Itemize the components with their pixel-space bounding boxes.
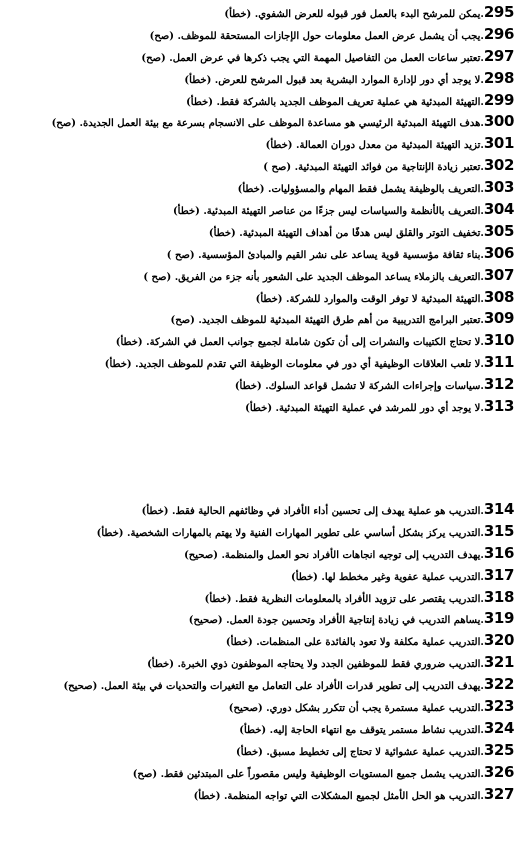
item-statement: .التعريف بالزملاء يساعد الموظف الجديد على الشعور بأنه جزء من الفريق. (صح ): [143, 271, 484, 283]
item-number: 309: [483, 309, 514, 328]
list-item: [0, 352, 514, 374]
item-number: 295: [483, 3, 514, 21]
item-number: 304: [483, 200, 514, 219]
list-item: [0, 243, 514, 265]
item-statement: .لا يوجد أي دور لإدارة الموارد البشرية بعد قبول المرشح للعرض. (خطأ): [184, 74, 484, 86]
item-statement: .التدريب عملية عشوائية لا تحتاج إلى تخطيط مسبق. (خطأ): [236, 746, 484, 758]
list-item: [0, 674, 514, 696]
item-statement: .يمكن للمرشح البدء بالعمل فور قبوله للعرض الشفوي. (خطأ): [224, 9, 484, 20]
list-item: [0, 521, 514, 543]
item-statement: .لا تحتاج الكتيبات والنشرات إلى أن تكون شاملة لجميع جوانب العمل في الشركة. (خطأ): [115, 337, 484, 349]
list-item: [0, 762, 514, 784]
item-number: 307: [483, 265, 514, 284]
list-item: [0, 587, 514, 609]
item-number: 308: [483, 287, 514, 306]
item-number: 325: [483, 740, 514, 759]
statements-list-section-2: [0, 499, 514, 805]
list-item: [0, 111, 514, 133]
item-statement: .التدريب عملية مستمرة يجب أن تتكرر بشكل دوري. (صحيح): [228, 703, 484, 715]
list-item: [0, 221, 514, 243]
list-item: [0, 630, 514, 652]
item-statement: .التدريب ضروري فقط للموظفين الجدد ولا يحتاجه الموظفون ذوي الخبرة. (خطأ): [147, 659, 484, 671]
item-statement: .التدريب هو الحل الأمثل لجميع المشكلات التي تواجه المنظمة. (خطأ): [193, 790, 484, 802]
item-statement: .التدريب هو عملية يهدف إلى تحسين أداء الأفراد في وظائفهم الحالية فقط. (خطأ): [141, 506, 484, 517]
item-statement: .لا تلعب العلاقات الوظيفية أي دور في معلومات الوظيفة التي تقدم للموظف الجديد. (خطأ): [104, 359, 484, 371]
list-item: [0, 652, 514, 674]
list-item: [0, 608, 514, 630]
list-item: [0, 287, 514, 309]
item-statement: .التدريب عملية عفوية وغير مخطط لها. (خطأ): [291, 571, 484, 583]
list-item: [0, 199, 514, 221]
item-number: 317: [483, 565, 514, 584]
item-number: 324: [483, 718, 514, 737]
item-statement: .تعتبر زيادة الإنتاجية من فوائد التهيئة المبدئية. (صح ): [263, 162, 484, 174]
list-item: [0, 740, 514, 762]
item-number: 318: [483, 587, 514, 606]
list-item: [0, 2, 514, 24]
item-number: 326: [483, 762, 514, 781]
item-statement: .التهيئة المبدئية لا توفر الوقت والموارد للشركة. (خطأ): [255, 293, 484, 305]
item-statement: .التدريب نشاط مستمر يتوقف مع انتهاء الحاجة إليه. (خطأ): [239, 724, 484, 736]
item-statement: .التدريب عملية مكلفة ولا تعود بالفائدة على المنظمات. (خطأ): [225, 637, 484, 649]
item-number: 306: [483, 243, 514, 262]
item-number: 319: [483, 609, 514, 628]
item-statement: .التدريب يركز بشكل أساسي على تطوير المهارات الفنية ولا يهتم بالمهارات الشخصية. (خطأ): [96, 527, 484, 539]
list-item: [0, 133, 514, 155]
list-item: [0, 330, 514, 352]
item-statement: .بناء ثقافة مؤسسية قوية يساعد على نشر القيم والمبادئ المؤسسية. (صح ): [166, 249, 484, 261]
list-item: [0, 396, 514, 418]
item-number: 311: [483, 353, 514, 372]
item-statement: .تزيد التهيئة المبدئية من معدل دوران العمالة. (خطأ): [265, 140, 484, 152]
item-number: 299: [483, 90, 514, 109]
list-item: [0, 68, 514, 90]
item-number: 314: [483, 500, 514, 518]
item-statement: .التعريف بالوظيفة يشمل فقط المهام والمسؤوليات. (خطأ): [237, 184, 484, 196]
item-number: 301: [483, 134, 514, 153]
item-number: 313: [483, 397, 514, 416]
list-item: [0, 177, 514, 199]
item-number: 322: [483, 675, 514, 694]
item-statement: .يهدف التدريب إلى توجيه انجاهات الأفراد نحو العمل والمنظمة. (صحيح): [184, 549, 484, 561]
item-statement: .يهدف التدريب إلى تطوير قدرات الأفراد على التعامل مع التغيرات والتحديات في بيئة العمل. (صحيح): [63, 681, 484, 693]
item-statement: .التعريف بالأنظمة والسياسات ليس جزءًا من عناصر التهيئة المبدئية. (خطأ): [172, 206, 484, 218]
item-number: 315: [483, 521, 514, 540]
item-number: 327: [483, 784, 514, 803]
item-number: 321: [483, 653, 514, 672]
item-statement: .يساهم التدريب في زيادة إنتاجية الأفراد وتحسين جودة العمل. (صحيح): [188, 615, 484, 627]
item-statement: .سياسات وإجراءات الشركة لا تشمل قواعد السلوك. (خطأ): [234, 381, 484, 393]
list-item: [0, 565, 514, 587]
list-item: [0, 265, 514, 287]
item-number: 300: [483, 112, 514, 131]
item-statement: .تعتبر ساعات العمل من التفاصيل المهمة التي يجب ذكرها في عرض العمل. (صح): [141, 52, 484, 64]
statements-list-section-1: [0, 2, 514, 418]
list-item: [0, 90, 514, 112]
list-item: [0, 374, 514, 396]
item-number: 296: [483, 24, 514, 43]
item-statement: .يجب أن يشمل عرض العمل معلومات حول الإجازات المستحقة للموظف. (صح): [149, 30, 484, 42]
item-number: 323: [483, 697, 514, 716]
list-item: [0, 784, 514, 806]
list-item: [0, 24, 514, 46]
item-statement: .لا يوجد أي دور للمرشد في عملية التهيئة المبدئية. (خطأ): [245, 403, 484, 415]
item-number: 305: [483, 221, 514, 240]
item-number: 302: [483, 156, 514, 175]
item-number: 297: [483, 46, 514, 65]
list-item: [0, 46, 514, 68]
item-statement: .التدريب يشمل جميع المستويات الوظيفية وليس مقصوراً على المبتدئين فقط. (صح): [132, 768, 484, 780]
list-item: [0, 696, 514, 718]
list-item: [0, 308, 514, 330]
item-number: 310: [483, 331, 514, 350]
item-number: 303: [483, 178, 514, 197]
item-statement: .التدريب يقتصر على تزويد الأفراد بالمعلومات النظرية فقط. (خطأ): [204, 593, 484, 605]
item-number: 312: [483, 375, 514, 394]
item-number: 316: [483, 543, 514, 562]
item-statement: .هدف التهيئة المبدئية الرئيسي هو مساعدة الموظف على الانسجام بسرعة مع بيئة العمل الجديدة. (صح): [51, 118, 484, 130]
list-item: [0, 718, 514, 740]
list-item: [0, 543, 514, 565]
item-number: 320: [483, 631, 514, 650]
list-item: [0, 155, 514, 177]
item-number: 298: [483, 68, 514, 87]
list-item: [0, 499, 514, 521]
item-statement: .تعتبر البرامج التدريبية من أهم طرق التهيئة المبدئية للموظف الجديد. (صح): [170, 315, 484, 327]
item-statement: .التهيئة المبدئية هي عملية تعريف الموظف الجديد بالشركة فقط. (خطأ): [186, 96, 484, 108]
item-statement: .تخفيف التوتر والقلق ليس هدفًا من أهداف التهيئة المبدئية. (خطأ): [208, 227, 484, 239]
